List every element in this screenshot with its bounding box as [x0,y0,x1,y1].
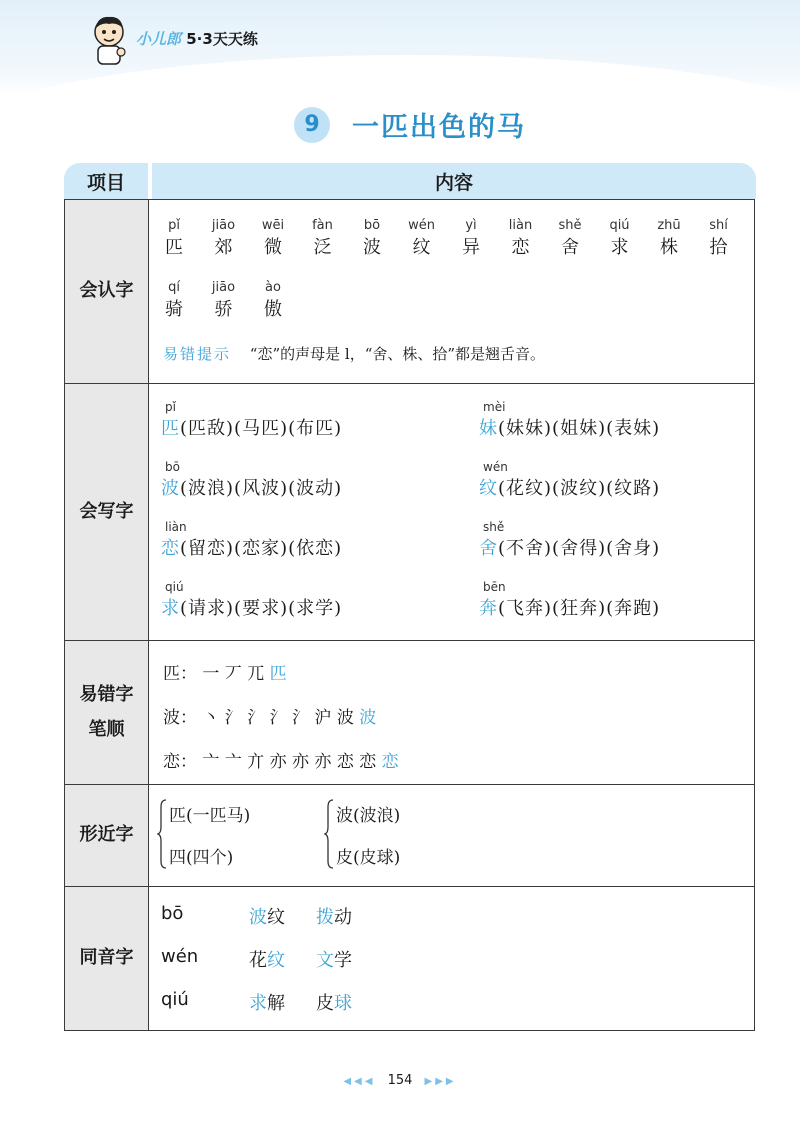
page-number: 154 [387,1073,413,1088]
homophone-word [316,946,352,972]
pinyin-char [207,280,241,321]
stroke-steps: 一 丆 兀 [197,664,270,684]
pinyin: shí [709,218,728,233]
sound-char: 波 [249,907,267,928]
write-line [479,414,660,440]
pinyin: fàn [312,218,333,233]
similar-item: 皮(皮球) [336,848,401,868]
plain-char: 皮 [316,993,334,1014]
hanzi: 株 [660,237,678,258]
example-words: (波浪)(风波)(波动) [180,478,343,499]
hanzi: 异 [462,237,480,258]
lesson-number: 9 [294,107,330,143]
sound-char: 求 [249,993,267,1014]
hanzi: 微 [264,237,282,258]
pinyin: bēn [483,580,506,594]
homophone-word [316,903,352,929]
pinyin: wén [408,218,435,233]
sound-char: 拨 [316,907,334,928]
pinyin: pǐ [168,218,180,233]
pinyin-char [306,218,340,259]
table-header [64,163,756,199]
homophone-word [249,989,285,1015]
pinyin-char [652,218,686,259]
pinyin: jiāo [211,280,236,295]
pinyin-char [553,218,587,259]
write-item [161,460,342,500]
example-words: (飞奔)(狂奔)(奔跑) [498,598,661,619]
hanzi: 郊 [214,237,233,258]
stroke-final: 恋 [381,752,399,772]
row-write [65,383,754,640]
pinyin: qiú [609,218,630,233]
pinyin-char [256,280,290,321]
hanzi: 舍 [561,237,579,258]
hanzi: 纹 [412,237,431,258]
plain-char: 学 [334,950,352,971]
target-char: 求 [161,598,180,619]
example-words: (留恋)(恋家)(依恋) [180,538,343,559]
write-line [479,594,660,620]
pinyin-char [256,218,290,259]
write-item [479,400,660,440]
target-char: 波 [161,478,180,499]
plain-char: 解 [267,993,285,1014]
sound-char: 文 [316,950,334,971]
hanzi: 傲 [264,299,282,320]
homophone-pinyin: wén [161,946,199,967]
example-words: (请求)(要求)(求学) [180,598,343,619]
similar-item: 匹(一匹马) [169,806,251,826]
sound-char: 球 [334,993,352,1014]
pinyin: wēi [261,218,285,233]
hanzi: 骄 [214,299,233,320]
write-item [479,460,660,500]
row-label: 同音字 [65,887,149,1030]
pinyin: shě [558,218,582,233]
write-line [161,414,342,440]
write-item [161,580,342,620]
pinyin: jiāo [211,218,236,233]
brand-label [136,28,258,49]
homophone-word [249,946,285,972]
pinyin: yì [465,218,477,233]
pinyin: wén [483,460,508,474]
header-item: 项目 [64,163,148,199]
hanzi: 求 [610,237,629,258]
brace-icon [157,799,167,869]
pinyin-char [355,218,389,259]
similar-item: 波(波浪) [336,806,401,826]
tip-text: “恋”的声母是 l，“舍、株、拾”都是翘舌音。 [249,345,546,363]
pinyin-char [504,218,538,259]
stroke-row [163,703,376,728]
example-words: (不舍)(舍得)(舍身) [498,538,661,559]
hanzi: 骑 [165,299,183,320]
header-content: 内容 [152,163,756,199]
row-label: 会认字 [65,200,149,383]
plain-char: 动 [334,907,352,928]
lesson-heading [294,105,526,144]
pinyin-char [603,218,637,259]
label-line-1: 易错字 [79,684,134,706]
pinyin: qí [168,280,180,295]
brand-series: 5·3天天练 [186,30,258,48]
brand-name: 小儿郎 [136,30,182,48]
stroke-final: 匹 [269,664,287,684]
hanzi: 波 [363,237,381,258]
pinyin: pǐ [165,400,176,414]
pinyin-char [702,218,736,259]
pinyin: liàn [508,218,533,233]
write-item [479,580,660,620]
hanzi: 泛 [313,237,332,258]
boy-mascot-icon [88,14,130,66]
write-line [161,534,342,560]
stroke-row [163,659,287,684]
target-char: 纹 [479,478,498,499]
pinyin-char [405,218,439,259]
label-line-2: 笔顺 [88,718,125,740]
row-label [65,641,149,784]
example-words: (匹敌)(马匹)(布匹) [180,418,343,439]
target-char: 奔 [479,598,498,619]
recognize-content [149,200,754,383]
write-item [161,520,342,560]
stroke-char: 恋： [163,752,197,772]
row-label: 形近字 [65,785,149,886]
example-words: (妹妹)(姐妹)(表妹) [498,418,661,439]
homophone-word [249,903,285,929]
target-char: 恋 [161,538,180,559]
write-line [161,474,342,500]
hanzi: 恋 [511,237,530,258]
table-body [64,199,755,1031]
pinyin: bō [363,218,381,233]
stroke-final: 波 [359,708,377,728]
write-content [149,384,754,640]
pinyin: shě [483,520,505,534]
page-footer [0,1073,800,1088]
row-recognize [65,200,754,383]
right-arrows-icon: ▶▶▶ [424,1076,457,1087]
lesson-title: 一匹出色的马 [352,112,526,143]
brace-icon [324,799,334,869]
write-line [479,474,660,500]
target-char: 舍 [479,538,498,559]
tip-line [163,343,545,364]
hanzi: 匹 [165,237,183,258]
strokes-content [149,641,754,784]
pinyin-char [454,218,488,259]
tip-label: 易错提示 [163,345,232,363]
sound-char: 纹 [267,950,285,971]
hanzi: 拾 [709,237,728,258]
similar-content [149,785,754,886]
left-arrows-icon: ◀◀◀ [343,1076,376,1087]
stroke-steps: 亠 亠 亣 亦 亦 亦 恋 恋 [197,752,382,772]
homophone-content [149,887,754,1030]
row-strokes [65,640,754,784]
pinyin: liàn [165,520,187,534]
write-item [161,400,342,440]
homophone-word [316,989,352,1015]
example-words: (花纹)(波纹)(纹路) [498,478,661,499]
pinyin: zhū [657,218,681,233]
write-line [161,594,342,620]
similar-item: 四(四个) [169,848,234,868]
target-char: 妹 [479,418,498,439]
write-item [479,520,660,560]
homophone-pinyin: bō [161,903,184,924]
pinyin: bō [165,460,180,474]
stroke-char: 匹： [163,664,197,684]
pinyin-char [157,280,191,321]
stroke-row [163,747,399,772]
pinyin: mèi [483,400,506,414]
plain-char: 纹 [267,907,285,928]
pinyin-char [207,218,241,259]
row-similar [65,784,754,886]
write-line [479,534,660,560]
pinyin: qiú [165,580,184,594]
plain-char: 花 [249,950,267,971]
target-char: 匹 [161,418,180,439]
pinyin: ào [265,280,281,295]
pinyin-char [157,218,191,259]
row-label: 会写字 [65,384,149,640]
row-homophone [65,886,754,1030]
stroke-steps: 丶 氵 氵 氵 氵 沪 波 [197,708,360,728]
homophone-pinyin: qiú [161,989,189,1010]
lesson-table [64,163,756,1031]
stroke-char: 波： [163,708,197,728]
